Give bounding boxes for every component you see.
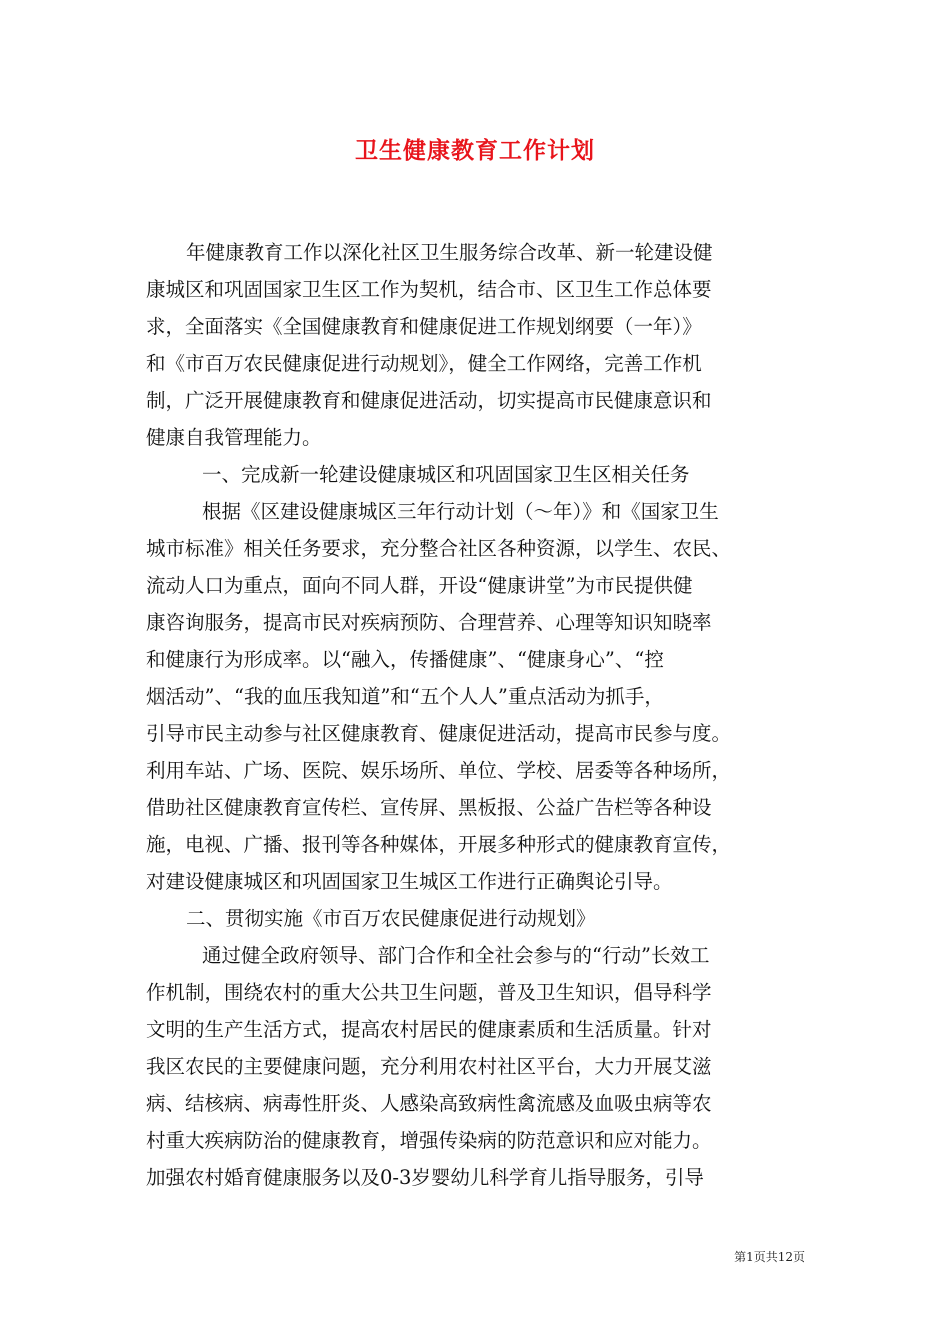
paragraph-line: 加强农村婚育健康服务以及0-3岁婴幼儿科学育儿指导服务，引导 bbox=[146, 1166, 704, 1189]
section-heading: 一、完成新一轮建设健康城区和巩固国家卫生区相关任务 bbox=[202, 463, 690, 486]
paragraph-line: 施，电视、广播、报刊等各种媒体，开展多种形式的健康教育宣传， bbox=[146, 833, 732, 856]
paragraph-line: 制，广泛开展健康教育和健康促进活动，切实提高市民健康意识和 bbox=[146, 389, 712, 412]
paragraph-line: 通过健全政府领导、部门合作和全社会参与的“行动”长效工 bbox=[202, 944, 710, 967]
page-number-footer: 第1页共12页 bbox=[734, 1250, 805, 1264]
document-title: 卫生健康教育工作计划 bbox=[355, 137, 595, 164]
paragraph-line: 流动人口为重点，面向不同人群，开设“健康讲堂”为市民提供健 bbox=[146, 574, 693, 597]
section-heading: 二、贯彻实施《市百万农民健康促进行动规划》 bbox=[186, 907, 596, 930]
paragraph-line: 引导市民主动参与社区健康教育、健康促进活动，提高市民参与度。 bbox=[146, 722, 732, 745]
paragraph-line: 和《市百万农民健康促进行动规划》，健全工作网络，完善工作机 bbox=[146, 352, 702, 375]
paragraph-line: 和健康行为形成率。以“融入，传播健康”、“健康身心”、“控 bbox=[146, 648, 664, 671]
paragraph-line: 病、结核病、病毒性肝炎、人感染高致病性禽流感及血吸虫病等农 bbox=[146, 1092, 712, 1115]
paragraph-line: 根据《区建设健康城区三年行动计划（～年）》和《国家卫生 bbox=[202, 500, 719, 523]
paragraph-line: 求，全面落实《全国健康教育和健康促进工作规划纲要（一年）》 bbox=[146, 315, 702, 338]
paragraph-line: 年健康教育工作以深化社区卫生服务综合改革、新一轮建设健 bbox=[186, 241, 713, 264]
document-body bbox=[146, 234, 810, 1196]
paragraph-line: 对建设健康城区和巩固国家卫生城区工作进行正确舆论引导。 bbox=[146, 870, 673, 893]
paragraph-line: 借助社区健康教育宣传栏、宣传屏、黑板报、公益广告栏等各种设 bbox=[146, 796, 712, 819]
paragraph-line: 烟活动”、“我的血压我知道”和“五个人人”重点活动为抓手， bbox=[146, 685, 664, 708]
paragraph-line: 村重大疾病防治的健康教育，增强传染病的防范意识和应对能力。 bbox=[146, 1129, 712, 1152]
paragraph-line: 康城区和巩固国家卫生区工作为契机，结合市、区卫生工作总体要 bbox=[146, 278, 712, 301]
paragraph-line: 我区农民的主要健康问题，充分利用农村社区平台，大力开展艾滋 bbox=[146, 1055, 712, 1078]
paragraph-line: 作机制，围绕农村的重大公共卫生问题，普及卫生知识，倡导科学 bbox=[146, 981, 712, 1004]
paragraph-line: 文明的生产生活方式，提高农村居民的健康素质和生活质量。针对 bbox=[146, 1018, 712, 1041]
paragraph-line: 健康自我管理能力。 bbox=[146, 426, 322, 449]
paragraph-line: 康咨询服务，提高市民对疾病预防、合理营养、心理等知识知晓率 bbox=[146, 611, 712, 634]
paragraph-line: 城市标准》相关任务要求，充分整合社区各种资源，以学生、农民、 bbox=[146, 537, 732, 560]
paragraph-line: 利用车站、广场、医院、娱乐场所、单位、学校、居委等各种场所， bbox=[146, 759, 732, 782]
